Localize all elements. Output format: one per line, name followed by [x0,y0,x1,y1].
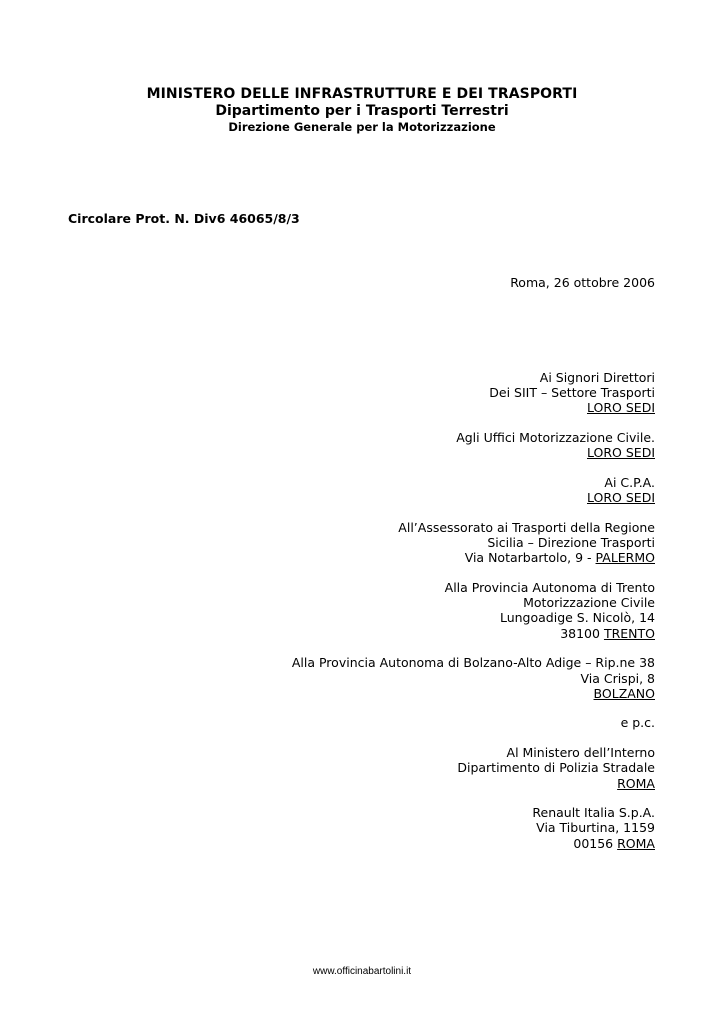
recipient-line: Motorizzazione Civile [523,595,655,611]
recipient-block [155,520,655,566]
recipient-line: Dei SIIT – Settore Trasporti [489,385,655,401]
recipient-address-prefix: 38100 [560,625,604,641]
recipient-block [155,655,655,701]
recipient-line: Alla Provincia Autonoma di Trento [444,580,655,596]
recipient-block [155,745,655,791]
recipient-location: ROMA [617,835,655,851]
cc-label: e p.c. [620,715,655,731]
recipient-block [155,580,655,641]
recipient-block [155,370,655,416]
recipient-line: Via Tiburtina, 1159 [536,820,655,836]
recipient-block [155,805,655,851]
recipient-line: Al Ministero dell’Interno [506,745,655,761]
recipient-line: Lungoadige S. Nicolò, 14 [499,610,655,626]
recipient-block [155,475,655,505]
cc-label-block [155,715,655,730]
directorate-title: Direzione Generale per la Motorizzazione [228,120,496,134]
recipient-block [155,430,655,460]
recipient-line: Ai C.P.A. [604,475,655,491]
recipient-line: Via Crispi, 8 [580,670,655,686]
recipient-location: LORO SEDI [587,445,655,461]
recipients-list [155,370,655,865]
recipient-location: PALERMO [595,550,655,566]
ministry-title: MINISTERO DELLE INFRASTRUTTURE E DEI TRASPORTI [146,86,578,102]
recipient-line: Renault Italia S.p.A. [532,805,655,821]
recipient-line: Dipartimento di Polizia Stradale [457,760,655,776]
recipient-line: Ai Signori Direttori [539,370,655,385]
recipient-location: LORO SEDI [587,490,655,506]
recipient-line: All’Assessorato ai Trasporti della Regione [398,519,655,535]
recipient-line: Alla Provincia Autonoma di Bolzano-Alto Adige – Rip.ne 38 [291,655,655,671]
circular-protocol-number: Circolare Prot. N. Div6 46065/8/3 [68,211,300,226]
document-date: Roma, 26 ottobre 2006 [510,275,655,290]
recipient-address-prefix: Via Notarbartolo, 9 - [464,550,596,566]
letterhead [0,86,724,135]
footer-website: www.officinabartolini.it [312,966,412,977]
recipient-line: Sicilia – Direzione Trasporti [487,535,655,551]
recipient-location: TRENTO [603,625,655,641]
recipient-location: LORO SEDI [587,400,655,416]
department-title: Dipartimento per i Trasporti Terrestri [215,103,509,119]
recipient-line: Agli Uffici Motorizzazione Civile. [456,430,655,446]
recipient-location: ROMA [617,775,655,791]
recipient-address-prefix: 00156 [573,835,618,851]
recipient-location: BOLZANO [593,685,655,701]
